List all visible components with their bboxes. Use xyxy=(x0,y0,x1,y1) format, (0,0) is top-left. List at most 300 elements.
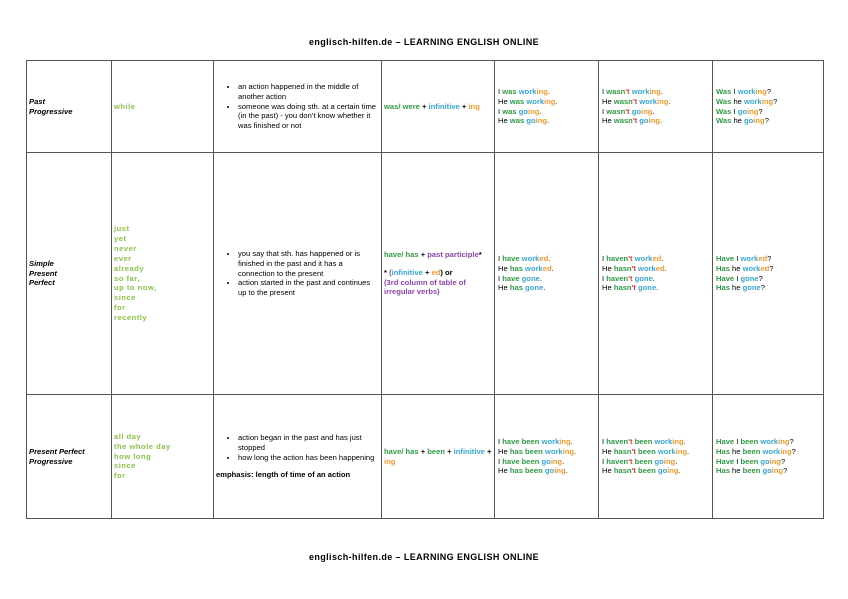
signal-word: how long xyxy=(114,451,152,461)
verb-ending: ed xyxy=(758,253,768,263)
usage-list xyxy=(216,433,379,463)
verb-ending: ing xyxy=(536,86,548,96)
negation: 't xyxy=(632,96,638,106)
aux-verb: Was xyxy=(716,86,732,96)
punctuation: ? xyxy=(769,263,774,273)
been-word: been xyxy=(525,466,543,476)
been-word: been xyxy=(521,456,540,466)
example-sentence xyxy=(716,116,820,126)
example-sentence xyxy=(602,116,709,126)
subject: He xyxy=(602,116,614,126)
main-verb: go xyxy=(760,456,770,466)
verb-ending: ing xyxy=(771,466,784,476)
usage-item: • an action happened in the middle of another action xyxy=(238,82,379,102)
aux-verb: Was xyxy=(716,96,732,106)
signal-word-list xyxy=(112,100,213,114)
example-sentence xyxy=(602,97,709,107)
form-part: past participle xyxy=(427,249,479,259)
signal-word: since xyxy=(114,293,136,303)
subject: He xyxy=(498,96,510,106)
question-examples-cell xyxy=(713,153,824,395)
punctuation: . xyxy=(574,446,577,456)
aux-verb: haven xyxy=(606,253,629,263)
form-cell xyxy=(382,395,495,519)
punctuation: . xyxy=(543,283,546,293)
verb-ending: ing xyxy=(640,106,653,116)
negation: 't xyxy=(625,86,630,96)
tense-name: Simple xyxy=(29,258,54,268)
aux-verb: has xyxy=(509,283,523,293)
signal-word: since xyxy=(114,461,136,471)
main-verb: work xyxy=(631,86,650,96)
example-sentence xyxy=(498,254,595,264)
punctuation: . xyxy=(687,446,690,456)
verb-ending: ing xyxy=(657,96,669,106)
usage-cell xyxy=(214,153,382,395)
signal-word: for xyxy=(114,471,126,481)
aux-verb: haven xyxy=(606,436,629,446)
usage-list xyxy=(216,249,379,298)
signal-word: ever xyxy=(114,253,132,263)
signal-words-cell xyxy=(112,61,214,153)
main-verb: go xyxy=(518,106,528,116)
affirmative-examples-cell xyxy=(495,153,599,395)
been-word: been xyxy=(521,436,540,446)
aux-verb: was xyxy=(509,96,525,106)
main-verb: work xyxy=(639,96,658,106)
verb-ending: ing xyxy=(755,86,767,96)
punctuation: . xyxy=(551,263,554,273)
signal-word: the whole day xyxy=(114,441,171,451)
aux-verb: was xyxy=(502,106,517,116)
verb-ending: ing xyxy=(753,116,765,126)
signal-word-list xyxy=(112,430,213,483)
example-sentence xyxy=(602,457,709,467)
punctuation: . xyxy=(546,116,550,126)
punctuation: ? xyxy=(766,86,772,96)
negation: 't xyxy=(632,116,638,126)
subject: he xyxy=(731,96,745,106)
tense-name: Past xyxy=(29,96,46,106)
subject: He xyxy=(602,466,614,476)
example-sentence xyxy=(498,457,595,467)
signal-word-list xyxy=(112,222,213,325)
subject: I xyxy=(602,456,607,466)
subject: I xyxy=(731,86,738,96)
subject: I xyxy=(498,106,503,116)
affirmative-example-list xyxy=(495,86,598,127)
example-sentence xyxy=(498,283,595,293)
main-verb: go xyxy=(526,116,536,126)
punctuation: . xyxy=(547,86,550,96)
punctuation: ? xyxy=(758,106,763,116)
signal-word: so far, xyxy=(114,273,140,283)
aux-verb: have xyxy=(502,436,520,446)
form-part: have/ has xyxy=(384,249,419,259)
negation: 't xyxy=(631,466,636,476)
subject: I xyxy=(602,253,607,263)
signal-words-cell xyxy=(112,395,214,519)
form-formula xyxy=(384,447,492,467)
punctuation: . xyxy=(668,96,671,106)
signal-words-cell xyxy=(112,153,214,395)
form-part: + xyxy=(419,101,429,111)
example-sentence xyxy=(498,264,595,274)
form-part: was/ were xyxy=(384,101,420,111)
punctuation: . xyxy=(539,273,542,283)
verb-ending: ed xyxy=(760,263,770,273)
subject: I xyxy=(734,273,741,283)
subject: I xyxy=(602,106,607,116)
form-part: + xyxy=(484,446,492,456)
main-verb: go xyxy=(639,116,649,126)
tense-name: Progressive xyxy=(29,106,73,116)
punctuation: . xyxy=(555,96,558,106)
main-verb: gone xyxy=(740,273,759,283)
signal-word: up to now, xyxy=(114,283,157,293)
punctuation: . xyxy=(562,456,565,466)
example-sentence xyxy=(602,107,709,117)
aux-verb: wasn xyxy=(606,106,626,116)
been-word: been xyxy=(740,436,759,446)
question-examples-cell xyxy=(713,395,824,519)
form-note-part: (3rd column of table of irregular verbs) xyxy=(384,277,466,297)
negation: 't xyxy=(628,456,633,466)
signal-word: all day xyxy=(114,431,142,441)
verb-ending: ed xyxy=(655,263,665,273)
verb-ending: ing xyxy=(550,456,563,466)
signal-word: recently xyxy=(114,312,148,322)
question-example-list xyxy=(713,86,823,127)
negation: 't xyxy=(631,446,636,456)
main-verb: work xyxy=(518,86,537,96)
example-sentence xyxy=(498,97,595,107)
negation: 't xyxy=(628,253,633,263)
usage-cell xyxy=(214,61,382,153)
aux-verb: has xyxy=(509,466,523,476)
signal-word: yet xyxy=(114,234,127,244)
main-verb: work xyxy=(737,86,756,96)
form-note-part: ed xyxy=(431,267,441,277)
form-cell xyxy=(382,61,495,153)
aux-verb: wasn xyxy=(613,116,633,126)
form-part: infinitive xyxy=(453,446,485,456)
subject: I xyxy=(602,273,607,283)
example-sentence xyxy=(498,447,595,457)
usage-item: • someone was doing sth. at a certain time (in the past) - you don't know whether it was finished or not xyxy=(238,102,379,132)
example-sentence xyxy=(602,437,709,447)
aux-verb: have xyxy=(502,273,520,283)
main-verb: work xyxy=(657,446,676,456)
question-example-list xyxy=(713,252,823,295)
subject: He xyxy=(498,116,510,126)
been-word: been xyxy=(742,446,761,456)
verb-ending: ed xyxy=(542,263,552,273)
verb-ending: ing xyxy=(761,96,774,106)
main-verb: gone xyxy=(525,283,544,293)
punctuation: . xyxy=(652,106,655,116)
usage-cell xyxy=(214,395,382,519)
punctuation: ? xyxy=(773,96,778,106)
main-verb: go xyxy=(544,466,555,476)
example-sentence xyxy=(498,116,595,126)
subject: He xyxy=(498,283,510,293)
example-sentence xyxy=(716,254,820,264)
punctuation: ? xyxy=(764,116,769,126)
verb-ending: ing xyxy=(746,106,759,116)
tense-name: Present xyxy=(29,268,57,278)
verb-ending: ing xyxy=(562,446,575,456)
tense-row xyxy=(27,61,824,153)
punctuation: . xyxy=(661,253,664,263)
verb-ending: ing xyxy=(544,96,556,106)
aux-verb: has xyxy=(509,446,523,456)
tense-name: Progressive xyxy=(29,456,73,466)
main-verb: gone xyxy=(742,283,761,293)
subject: I xyxy=(731,106,738,116)
main-verb: work xyxy=(742,263,761,273)
been-word: been xyxy=(740,456,759,466)
tense-name: Present Perfect xyxy=(29,446,85,456)
punctuation: . xyxy=(678,466,681,476)
punctuation: . xyxy=(664,263,667,273)
page-header: englisch-hilfen.de – LEARNING ENGLISH ONLINE xyxy=(308,37,540,47)
aux-verb: hasn xyxy=(613,446,632,456)
verb-ending: ing xyxy=(649,86,661,96)
form-formula xyxy=(384,250,492,260)
main-verb: work xyxy=(760,436,779,446)
usage-item: • you say that sth. has happened or is finished in the past and it has a connection to the present xyxy=(238,249,379,279)
form-note-part: + xyxy=(422,267,432,277)
subject: I xyxy=(734,253,741,263)
verb-ending: ing xyxy=(535,116,547,126)
example-sentence xyxy=(602,466,709,476)
punctuation: ? xyxy=(760,283,765,293)
example-sentence xyxy=(716,283,820,293)
punctuation: . xyxy=(652,273,655,283)
example-sentence xyxy=(716,274,820,284)
form-part: ing xyxy=(384,456,396,466)
punctuation: . xyxy=(570,436,573,446)
form-note-part: ) or xyxy=(440,267,453,277)
tense-name-cell xyxy=(27,153,112,395)
aux-verb: have xyxy=(502,456,520,466)
aux-verb: Has xyxy=(716,263,730,273)
negation: 't xyxy=(631,263,636,273)
usage-item: • action started in the past and continues up to the present xyxy=(238,278,379,298)
punctuation: ? xyxy=(767,253,772,263)
aux-verb: Has xyxy=(716,283,730,293)
main-verb: go xyxy=(631,106,641,116)
punctuation: . xyxy=(659,116,663,126)
example-sentence xyxy=(602,254,709,264)
aux-verb: hasn xyxy=(613,466,632,476)
main-verb: work xyxy=(744,96,762,106)
subject: I xyxy=(498,86,503,96)
verb-ending: ing xyxy=(672,436,684,446)
affirmative-example-list xyxy=(495,435,598,478)
usage-list xyxy=(216,82,379,131)
example-sentence xyxy=(602,274,709,284)
main-verb: work xyxy=(740,253,759,263)
affirmative-example-list xyxy=(495,252,598,295)
verb-ending: ing xyxy=(528,106,540,116)
page-footer: englisch-hilfen.de – LEARNING ENGLISH ONLINE xyxy=(308,552,540,562)
signal-word: already xyxy=(114,263,145,273)
verb-ending: ing xyxy=(554,466,566,476)
verb-ending: ing xyxy=(769,456,782,466)
form-part: been xyxy=(427,446,446,456)
usage-item: • how long the action has been happening xyxy=(238,453,379,463)
main-verb: go xyxy=(762,466,772,476)
tense-row xyxy=(27,153,824,395)
verb-ending: ed xyxy=(539,253,549,263)
aux-verb: hasn xyxy=(613,283,632,293)
subject: he xyxy=(729,263,743,273)
form-part: + xyxy=(418,249,428,259)
negative-example-list xyxy=(599,86,712,127)
main-verb: work xyxy=(541,436,560,446)
verb-ending: ing xyxy=(778,436,790,446)
subject: he xyxy=(729,283,743,293)
verb-ending: ing xyxy=(663,456,676,466)
main-verb: go xyxy=(744,116,754,126)
aux-verb: haven xyxy=(606,273,629,283)
aux-verb: Was xyxy=(716,116,732,126)
subject: he xyxy=(729,466,743,476)
subject: I xyxy=(734,436,741,446)
question-examples-cell xyxy=(713,61,824,153)
punctuation: ? xyxy=(783,466,788,476)
subject: I xyxy=(734,456,741,466)
main-verb: go xyxy=(654,456,664,466)
example-sentence xyxy=(602,264,709,274)
aux-verb: has xyxy=(509,263,523,273)
example-sentence xyxy=(716,107,820,117)
subject: I xyxy=(498,273,503,283)
been-word: been xyxy=(638,466,656,476)
affirmative-examples-cell xyxy=(495,61,599,153)
been-word: been xyxy=(638,446,656,456)
subject: He xyxy=(602,446,614,456)
punctuation: . xyxy=(548,253,551,263)
aux-verb: Has xyxy=(716,446,730,456)
punctuation: . xyxy=(539,106,542,116)
aux-verb: Was xyxy=(716,106,732,116)
aux-verb: was xyxy=(502,86,517,96)
aux-verb: Have xyxy=(716,456,735,466)
subject: I xyxy=(498,456,503,466)
been-word: been xyxy=(525,446,543,456)
example-sentence xyxy=(498,274,595,284)
punctuation: ? xyxy=(789,436,794,446)
negative-example-list xyxy=(599,252,712,295)
subject: he xyxy=(729,446,743,456)
subject: I xyxy=(602,86,607,96)
example-sentence xyxy=(716,466,820,476)
punctuation: ? xyxy=(781,456,786,466)
signal-word: never xyxy=(114,243,137,253)
main-verb: work xyxy=(525,263,543,273)
subject: He xyxy=(498,466,510,476)
main-verb: gone xyxy=(521,273,540,283)
signal-word: while xyxy=(114,101,136,111)
negative-examples-cell xyxy=(599,153,713,395)
tense-table xyxy=(26,60,824,519)
example-sentence xyxy=(716,447,820,457)
form-part: + xyxy=(445,446,454,456)
example-sentence xyxy=(716,457,820,467)
form-note-part: ( xyxy=(389,267,392,277)
subject: He xyxy=(498,446,510,456)
usage-item: • action began in the past and has just stopped xyxy=(238,433,379,453)
main-verb: work xyxy=(762,446,781,456)
negation: 't xyxy=(625,106,630,116)
verb-ending: ed xyxy=(652,253,662,263)
main-verb: gone xyxy=(638,283,657,293)
aux-verb: have xyxy=(502,253,520,263)
example-sentence xyxy=(716,97,820,107)
tense-name-cell xyxy=(27,61,112,153)
subject: He xyxy=(602,96,614,106)
form-formula xyxy=(384,102,492,112)
subject: He xyxy=(602,283,614,293)
been-word: been xyxy=(742,466,761,476)
form-part: ing xyxy=(468,101,480,111)
negation: 't xyxy=(628,273,633,283)
punctuation: ? xyxy=(758,273,763,283)
tense-row xyxy=(27,395,824,519)
question-example-list xyxy=(713,435,823,478)
signal-word: for xyxy=(114,303,126,313)
tense-name-cell xyxy=(27,395,112,519)
example-sentence xyxy=(498,466,595,476)
subject: He xyxy=(498,263,510,273)
main-verb: go xyxy=(541,456,551,466)
form-part: infinitive xyxy=(428,101,460,111)
affirmative-examples-cell xyxy=(495,395,599,519)
form-part: have/ has xyxy=(384,446,419,456)
form-note xyxy=(384,268,492,298)
subject: I xyxy=(498,253,503,263)
negation: 't xyxy=(628,436,633,446)
punctuation: . xyxy=(660,86,663,96)
example-sentence xyxy=(602,447,709,457)
aux-verb: wasn xyxy=(613,96,633,106)
aux-verb: was xyxy=(509,116,525,126)
aux-verb: Have xyxy=(716,436,735,446)
main-verb: gone xyxy=(634,273,653,283)
subject: I xyxy=(602,436,607,446)
been-word: been xyxy=(634,456,653,466)
example-sentence xyxy=(716,264,820,274)
main-verb: work xyxy=(634,253,653,263)
form-note-part: infinitive xyxy=(391,267,423,277)
form-cell xyxy=(382,153,495,395)
aux-verb: haven xyxy=(606,456,629,466)
been-word: been xyxy=(634,436,653,446)
subject: He xyxy=(602,263,614,273)
aux-verb: Have xyxy=(716,253,735,263)
aux-verb: Have xyxy=(716,273,735,283)
example-sentence xyxy=(602,87,709,97)
aux-verb: hasn xyxy=(613,263,632,273)
main-verb: work xyxy=(521,253,540,263)
subject: he xyxy=(731,116,745,126)
negative-example-list xyxy=(599,435,712,478)
main-verb: work xyxy=(638,263,656,273)
main-verb: work xyxy=(544,446,563,456)
